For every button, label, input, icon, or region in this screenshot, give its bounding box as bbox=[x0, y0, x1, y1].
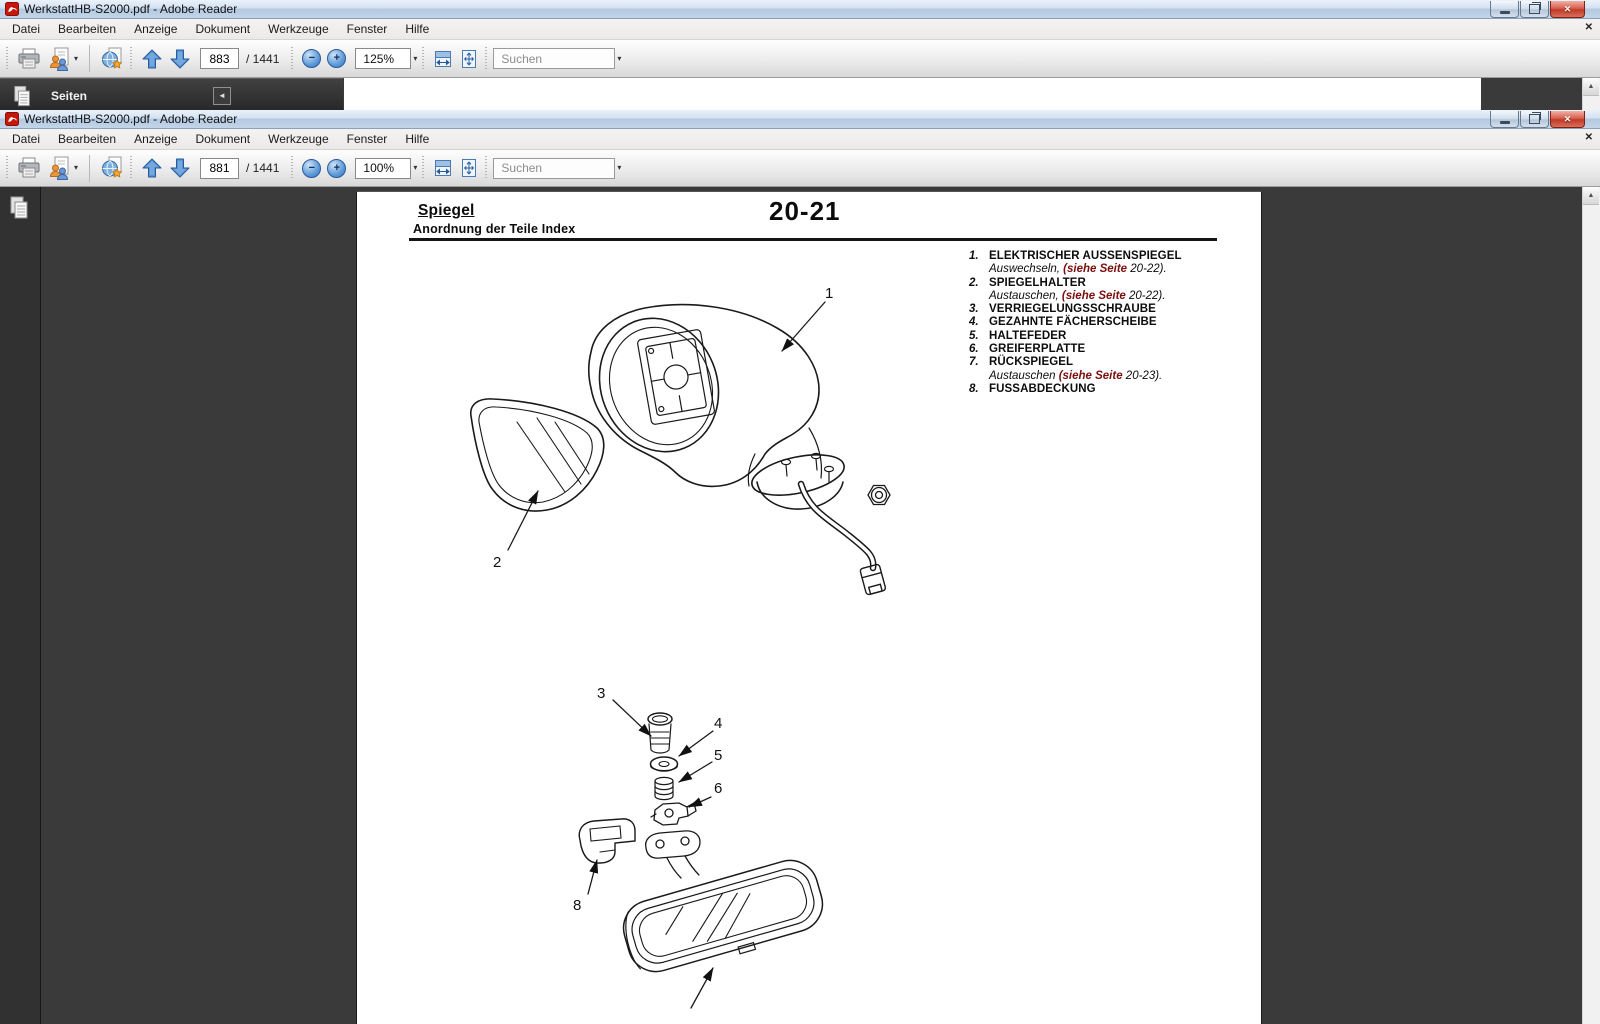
fit-page-button[interactable] bbox=[458, 48, 480, 70]
sign-page-icon bbox=[46, 155, 72, 181]
sign-collaborate-button[interactable] bbox=[46, 155, 80, 181]
zoom-out-button[interactable] bbox=[302, 49, 321, 68]
arrow-up-icon bbox=[140, 47, 164, 71]
part-number: 8. bbox=[969, 382, 979, 395]
document-area bbox=[0, 187, 1600, 1024]
adobe-pdf-icon bbox=[5, 112, 19, 126]
close-button[interactable] bbox=[1550, 111, 1585, 128]
page-total-label: / 1441 bbox=[246, 51, 280, 66]
plus-icon: + bbox=[333, 52, 341, 64]
search-placeholder: Suchen bbox=[501, 161, 543, 175]
window-title: WerkstattHB-S2000.pdf - Adobe Reader bbox=[24, 112, 238, 126]
toolbar-grip[interactable] bbox=[290, 47, 294, 71]
menu-dokument[interactable]: Dokument bbox=[195, 22, 251, 36]
callout-6: 6 bbox=[714, 780, 723, 797]
fit-page-icon bbox=[458, 157, 480, 179]
distribute-button[interactable] bbox=[99, 155, 125, 181]
zoom-dropdown-caret[interactable]: ▾ bbox=[413, 163, 418, 172]
callout-4: 4 bbox=[714, 715, 723, 732]
zoom-in-button[interactable] bbox=[327, 159, 346, 178]
panel-collapse-button[interactable] bbox=[213, 87, 231, 105]
part-number: 6. bbox=[969, 343, 979, 356]
callout-3: 3 bbox=[597, 685, 606, 702]
close-icon: ✕ bbox=[1563, 113, 1572, 124]
scrollbar-vertical[interactable] bbox=[1582, 187, 1600, 1024]
previous-page-button[interactable] bbox=[140, 156, 164, 180]
menu-hilfe[interactable]: Hilfe bbox=[405, 132, 430, 146]
globe-page-icon bbox=[99, 46, 125, 72]
sign-dropdown-caret[interactable]: ▾ bbox=[74, 53, 79, 63]
search-dropdown-caret[interactable]: ▾ bbox=[617, 53, 622, 63]
part-instruction: Auswechseln, (siehe Seite 20-22). bbox=[989, 263, 1167, 276]
printer-icon bbox=[16, 155, 42, 181]
arrow-up-icon bbox=[140, 156, 164, 180]
toolbar-separator bbox=[89, 45, 90, 72]
callout-5: 5 bbox=[714, 747, 723, 764]
menu-bar bbox=[0, 129, 1600, 150]
zoom-level-value: 125% bbox=[363, 51, 395, 66]
page-total-label: / 1441 bbox=[246, 161, 280, 175]
globe-page-icon bbox=[99, 155, 125, 181]
callout-2: 2 bbox=[493, 554, 502, 571]
minimize-icon bbox=[1500, 11, 1510, 14]
plus-icon: + bbox=[333, 161, 341, 174]
arrow-down-icon bbox=[168, 47, 192, 71]
search-input[interactable] bbox=[493, 158, 615, 179]
toolbar-grip[interactable] bbox=[5, 156, 9, 180]
pages-panel-label: Seiten bbox=[51, 89, 88, 103]
page-number-input[interactable] bbox=[200, 48, 239, 69]
restore-icon bbox=[1529, 114, 1540, 124]
part-name: HALTEFEDER bbox=[989, 329, 1067, 342]
zoom-level-select[interactable] bbox=[355, 158, 411, 179]
close-button[interactable] bbox=[1550, 1, 1585, 18]
fit-width-icon bbox=[432, 48, 454, 70]
rearview-mirror-drawing bbox=[579, 700, 830, 1008]
toolbar-grip[interactable] bbox=[290, 156, 294, 180]
print-button[interactable] bbox=[16, 155, 42, 181]
part-name: GEZAHNTE FÄCHERSCHEIBE bbox=[989, 316, 1157, 329]
scroll-up-button[interactable] bbox=[1583, 187, 1599, 205]
toolbar-grip[interactable] bbox=[421, 156, 425, 180]
part-name: SPIEGELHALTER bbox=[989, 276, 1086, 289]
scroll-up-icon: ▲ bbox=[1587, 83, 1595, 90]
mirror-exploded-diagram bbox=[357, 192, 1261, 1024]
distribute-button[interactable] bbox=[99, 46, 125, 72]
pages-panel-header bbox=[0, 78, 343, 110]
menu-anzeige[interactable]: Anzeige bbox=[134, 22, 178, 36]
minimize-button[interactable] bbox=[1490, 1, 1519, 18]
part-name: RÜCKSPIEGEL bbox=[989, 356, 1074, 369]
door-mirror-drawing bbox=[471, 300, 890, 595]
sign-dropdown-caret[interactable]: ▾ bbox=[74, 163, 79, 172]
window-title: WerkstattHB-S2000.pdf - Adobe Reader bbox=[24, 2, 238, 16]
printer-icon bbox=[16, 46, 42, 72]
toolbar bbox=[0, 40, 1600, 78]
toolbar-grip[interactable] bbox=[484, 47, 488, 71]
part-number: 2. bbox=[969, 276, 979, 289]
pdf-page bbox=[356, 191, 1262, 1024]
menu-bearbeiten[interactable]: Bearbeiten bbox=[58, 22, 117, 36]
part-name: FUSSABDECKUNG bbox=[989, 382, 1096, 395]
toolbar-grip[interactable] bbox=[484, 156, 488, 180]
toolbar bbox=[0, 150, 1600, 187]
fit-page-button[interactable] bbox=[458, 157, 480, 179]
sign-collaborate-button[interactable] bbox=[46, 46, 80, 72]
menu-datei[interactable]: Datei bbox=[12, 132, 41, 146]
part-name: GREIFERPLATTE bbox=[989, 343, 1086, 356]
menu-anzeige[interactable]: Anzeige bbox=[134, 132, 178, 146]
fit-width-icon bbox=[432, 157, 454, 179]
page-number-input[interactable] bbox=[200, 158, 239, 179]
restore-button[interactable] bbox=[1520, 1, 1549, 18]
pdf-page-top-strip bbox=[344, 78, 1481, 110]
collapse-left-icon: ◄ bbox=[218, 91, 226, 100]
callout-8: 8 bbox=[573, 897, 582, 914]
menu-bearbeiten[interactable]: Bearbeiten bbox=[58, 132, 117, 146]
restore-icon bbox=[1529, 4, 1540, 14]
menu-fenster[interactable]: Fenster bbox=[346, 132, 388, 146]
search-input[interactable] bbox=[493, 48, 615, 69]
reader-window-back bbox=[0, 0, 1600, 110]
menubar-close-icon[interactable]: ✕ bbox=[1584, 22, 1593, 33]
see-page-link[interactable]: (siehe Seite bbox=[1058, 369, 1123, 382]
menu-datei[interactable]: Datei bbox=[12, 22, 41, 36]
page-heading: Spiegel bbox=[418, 202, 475, 219]
minus-icon: − bbox=[308, 52, 316, 64]
menu-fenster[interactable]: Fenster bbox=[346, 22, 388, 36]
titlebar[interactable] bbox=[0, 110, 1600, 129]
part-number: 3. bbox=[969, 303, 979, 316]
fit-width-button[interactable] bbox=[432, 157, 454, 179]
print-button[interactable] bbox=[16, 46, 42, 72]
part-name: VERRIEGELUNGSSCHRAUBE bbox=[989, 303, 1156, 316]
part-number: 1. bbox=[969, 250, 979, 262]
zoom-dropdown-caret[interactable]: ▾ bbox=[413, 53, 418, 63]
part-name: ELEKTRISCHER AUSSENSPIEGEL bbox=[989, 250, 1182, 262]
part-number: 4. bbox=[969, 316, 979, 329]
toolbar-separator bbox=[89, 155, 90, 182]
next-page-button[interactable] bbox=[168, 47, 192, 71]
part-instruction: Austauschen, (siehe Seite 20-22). bbox=[989, 289, 1166, 302]
fit-page-icon bbox=[458, 48, 480, 70]
menu-dokument[interactable]: Dokument bbox=[195, 132, 251, 146]
scrollbar-vertical[interactable] bbox=[1582, 78, 1600, 110]
titlebar[interactable] bbox=[0, 0, 1600, 19]
zoom-level-select[interactable] bbox=[355, 48, 411, 69]
scroll-up-button[interactable] bbox=[1583, 78, 1599, 96]
toolbar-grip[interactable] bbox=[421, 47, 425, 71]
search-dropdown-caret[interactable]: ▾ bbox=[617, 163, 622, 172]
menu-werkzeuge[interactable]: Werkzeuge bbox=[268, 22, 329, 36]
sign-page-icon bbox=[46, 46, 72, 72]
pages-icon[interactable] bbox=[8, 195, 32, 221]
part-number: 7. bbox=[969, 356, 979, 369]
document-area-back bbox=[0, 78, 1600, 110]
reader-window-front bbox=[0, 110, 1600, 1024]
page-number-label: 20-21 bbox=[769, 196, 841, 226]
see-page-link[interactable]: (siehe Seite bbox=[1061, 289, 1126, 302]
minus-icon: − bbox=[308, 161, 316, 174]
menu-bar bbox=[0, 19, 1600, 40]
adobe-pdf-icon bbox=[5, 2, 19, 16]
menu-hilfe[interactable]: Hilfe bbox=[405, 22, 430, 36]
fit-width-button[interactable] bbox=[432, 48, 454, 70]
zoom-in-button[interactable] bbox=[327, 49, 346, 68]
menubar-close-icon[interactable]: ✕ bbox=[1584, 132, 1593, 143]
zoom-out-button[interactable] bbox=[302, 159, 321, 178]
search-placeholder: Suchen bbox=[501, 51, 543, 66]
navigation-pane bbox=[0, 187, 41, 1024]
part-instruction: Austauschen (siehe Seite 20-23). bbox=[989, 369, 1163, 382]
next-page-button[interactable] bbox=[168, 156, 192, 180]
menu-werkzeuge[interactable]: Werkzeuge bbox=[268, 132, 329, 146]
minimize-icon bbox=[1500, 121, 1510, 124]
part-number: 5. bbox=[969, 329, 979, 342]
toolbar-grip[interactable] bbox=[5, 47, 9, 71]
pages-icon bbox=[12, 84, 34, 109]
see-page-link[interactable]: (siehe Seite bbox=[1063, 263, 1128, 276]
toolbar-grip[interactable] bbox=[129, 47, 133, 71]
scroll-up-icon: ▲ bbox=[1587, 192, 1595, 199]
restore-button[interactable] bbox=[1520, 111, 1549, 128]
page-subheading: Anordnung der Teile Index bbox=[413, 222, 576, 236]
zoom-level-value: 100% bbox=[363, 161, 395, 175]
toolbar-grip[interactable] bbox=[129, 156, 133, 180]
minimize-button[interactable] bbox=[1490, 111, 1519, 128]
close-icon: ✕ bbox=[1563, 3, 1572, 14]
previous-page-button[interactable] bbox=[140, 47, 164, 71]
arrow-down-icon bbox=[168, 156, 192, 180]
callout-1: 1 bbox=[825, 285, 834, 302]
